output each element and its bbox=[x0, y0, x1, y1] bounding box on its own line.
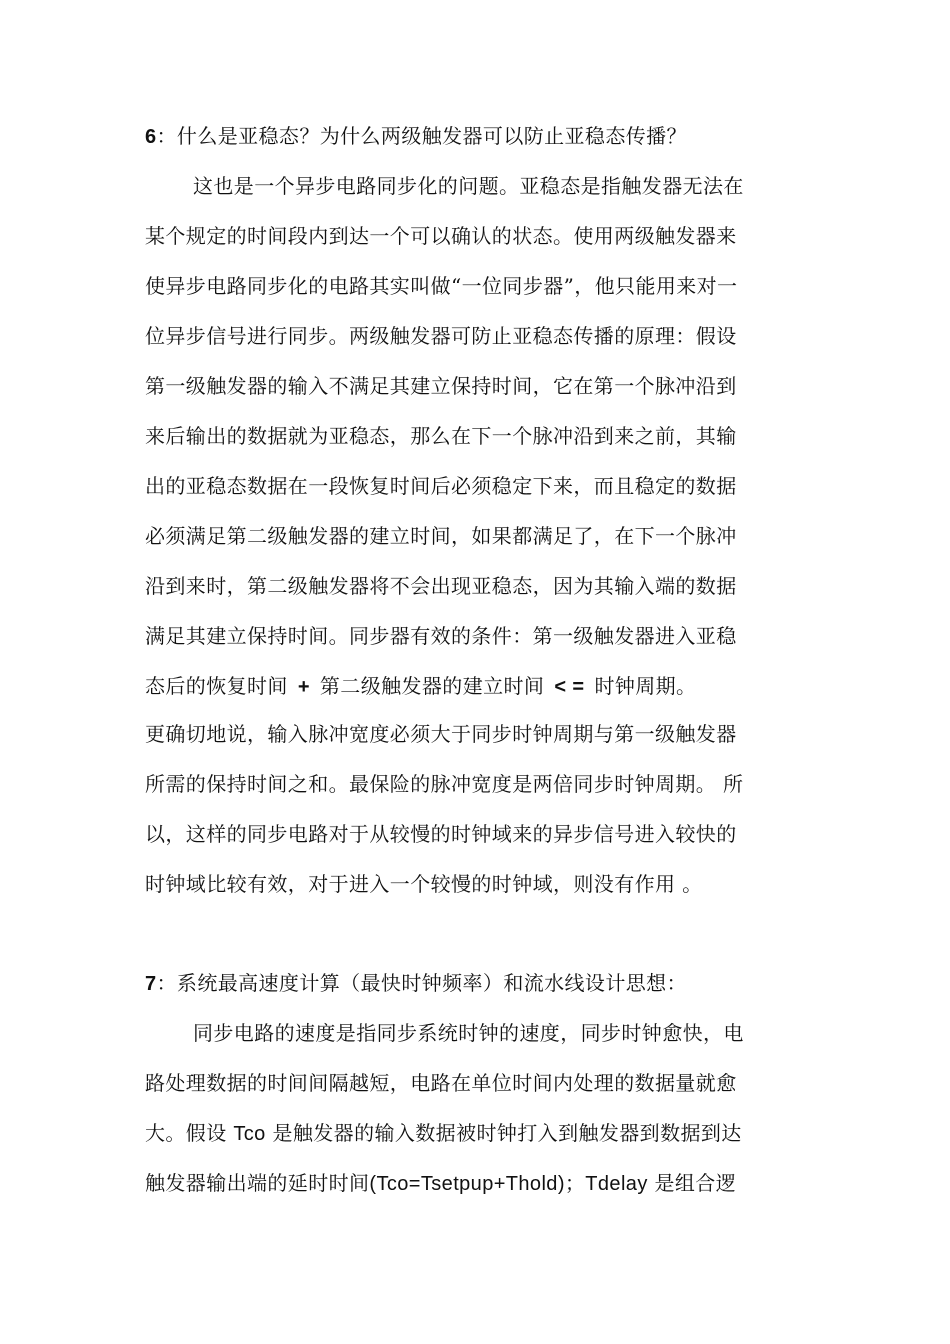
section-7-number: 7 bbox=[145, 973, 157, 995]
paragraph-line: 这也是一个异步电路同步化的问题。亚稳态是指触发器无法在 bbox=[193, 174, 744, 198]
paragraph-line: 位异步信号进行同步。两级触发器可防止亚稳态传播的原理：假设 bbox=[145, 324, 737, 348]
formula-part-1: 态后的恢复时间 bbox=[145, 674, 288, 698]
section-6-title: ：什么是亚稳态？为什么两级触发器可以防止亚稳态传播？ bbox=[156, 124, 687, 148]
formula-line bbox=[145, 673, 815, 700]
tco-formula: (Tco=Tsetpup+Thold) bbox=[369, 1173, 565, 1195]
text-run: ； bbox=[564, 1171, 586, 1195]
paragraph-line: 所需的保持时间之和。最保险的脉冲宽度是两倍同步时钟周期。 所 bbox=[145, 772, 744, 796]
paragraph-line: 出的亚稳态数据在一段恢复时间后必须稳定下来，而且稳定的数据 bbox=[145, 474, 737, 498]
paragraph-line: 第一级触发器的输入不满足其建立保持时间，它在第一个脉冲沿到 bbox=[145, 374, 737, 398]
plus-operator: + bbox=[297, 676, 310, 698]
section-6-number: 6 bbox=[145, 126, 157, 148]
text-run: 大。假设 bbox=[145, 1121, 227, 1145]
paragraph-line: 必须满足第二级触发器的建立时间，如果都满足了，在下一个脉冲 bbox=[145, 524, 737, 548]
paragraph-line bbox=[145, 1170, 815, 1197]
lte-operator: < = bbox=[554, 676, 585, 698]
tdelay-term: Tdelay bbox=[585, 1173, 648, 1195]
paragraph-line: 来后输出的数据就为亚稳态，那么在下一个脉冲沿到来之前，其输 bbox=[145, 424, 737, 448]
paragraph-line: 路处理数据的时间间隔越短，电路在单位时间内处理的数据量就愈 bbox=[145, 1071, 737, 1095]
paragraph-line: 满足其建立保持时间。同步器有效的条件：第一级触发器进入亚稳 bbox=[145, 624, 737, 648]
paragraph-line bbox=[145, 1120, 815, 1147]
text-run: 是组合逻 bbox=[654, 1171, 737, 1195]
paragraph-line: 同步电路的速度是指同步系统时钟的速度，同步时钟愈快，电 bbox=[193, 1021, 744, 1045]
formula-part-2: 第二级触发器的建立时间 bbox=[319, 674, 545, 698]
paragraph-line: 更确切地说，输入脉冲宽度必须大于同步时钟周期与第一级触发器 bbox=[145, 722, 737, 746]
paragraph-line: 以，这样的同步电路对于从较慢的时钟域来的异步信号进入较快的 bbox=[145, 822, 737, 846]
formula-part-3: 时钟周期。 bbox=[594, 674, 697, 698]
text-run: 是触发器的输入数据被时钟打入到触发器到数据到达 bbox=[272, 1121, 742, 1145]
paragraph-line: 时钟域比较有效，对于进入一个较慢的时钟域，则没有作用 。 bbox=[145, 872, 703, 896]
tco-term: Tco bbox=[233, 1123, 266, 1145]
paragraph-line: 某个规定的时间段内到达一个可以确认的状态。使用两级触发器来 bbox=[145, 224, 737, 248]
section-7-title: ：系统最高速度计算（最快时钟频率）和流水线设计思想： bbox=[156, 971, 687, 995]
paragraph-line: 沿到来时，第二级触发器将不会出现亚稳态，因为其输入端的数据 bbox=[145, 574, 737, 598]
section-6-heading bbox=[145, 123, 815, 150]
text-run: 触发器输出端的延时时间 bbox=[145, 1171, 370, 1195]
section-7-heading bbox=[145, 970, 815, 997]
paragraph-line: 使异步电路同步化的电路其实叫做“一位同步器”，他只能用来对一 bbox=[145, 274, 738, 298]
